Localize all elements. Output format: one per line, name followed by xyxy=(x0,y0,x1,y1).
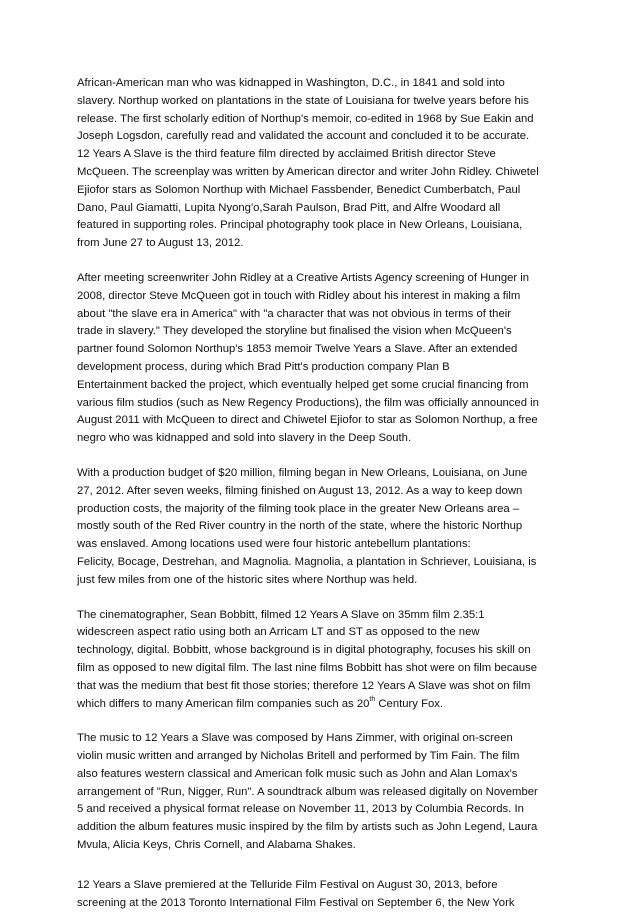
text-line: production costs, the majority of the filming took place in the greater New Orleans area – xyxy=(77,502,520,515)
text-line: 12 Years A Slave is the third feature film directed by acclaimed British director Steve xyxy=(77,148,496,161)
text-line: release. The first scholarly edition of Northup's memoir, co-edited in 1968 by Sue Eakin and xyxy=(77,112,534,125)
text-line: 2008, director Steve McQueen got in touch with Ridley about his interest in making a film xyxy=(77,289,521,302)
text-line: about "the slave era in America" with "a character that was not obvious in terms of their xyxy=(77,307,511,320)
text-line: technology, digital. Bobbitt, whose background is in digital photography, focuses his skill on xyxy=(77,644,531,657)
text-line: arrangement of "Run, Nigger, Run". A soundtrack album was released digitally on November xyxy=(77,785,538,798)
text-line: featured in supporting roles. Principal photography took place in New Orleans, Louisiana, xyxy=(77,219,523,232)
text-line: 12 Years a Slave premiered at the Telluride Film Festival on August 30, 2013, before xyxy=(77,878,498,891)
text-line: negro who was kidnapped and sold into slavery in the Deep South. xyxy=(77,432,412,445)
paragraph-cinematography xyxy=(77,607,562,714)
text-line: just few miles from one of the historic sites where Northup was held. xyxy=(77,573,418,586)
text-line: from June 27 to August 13, 2012. xyxy=(77,237,244,250)
text-line: African-American man who was kidnapped in Washington, D.C., in 1841 and sold into xyxy=(77,77,505,89)
text-line: screening at the 2013 Toronto International Film Festival on September 6, the New York xyxy=(77,896,515,909)
paragraph-development xyxy=(77,270,562,448)
text-line: Entertainment backed the project, which eventually helped get some crucial financing from xyxy=(77,378,529,391)
text-line: violin music written and arranged by Nicholas Britell and performed by Tim Fain. The film xyxy=(77,750,520,763)
text-line: The music to 12 Years a Slave was composed by Hans Zimmer, with original on-screen xyxy=(77,732,513,745)
text-line: partner found Solomon Northup's 1853 memoir Twelve Years a Slave. After an extended xyxy=(77,343,518,356)
text-line: 27, 2012. After seven weeks, filming finished on August 13, 2012. As a way to keep down xyxy=(77,484,523,497)
text-line: Mvula, Alicia Keys, Chris Cornell, and Alabama Shakes. xyxy=(77,839,356,852)
text-line xyxy=(77,696,562,714)
text-line: widescreen aspect ratio using both an Arricam LT and ST as opposed to the new xyxy=(77,626,480,639)
text-line: Felicity, Bocage, Destrehan, and Magnolia. Magnolia, a plantation in Schriever, Louisiana, is xyxy=(77,555,537,568)
document-body xyxy=(77,75,562,912)
text-line: mostly south of the Red River country in the north of the state, where the historic Northup xyxy=(77,520,523,533)
text-line: The cinematographer, Sean Bobbitt, filmed 12 Years A Slave on 35mm film 2.35:1 xyxy=(77,608,485,621)
text-line: With a production budget of $20 million, filming began in New Orleans, Louisiana, on June xyxy=(77,466,528,479)
text-line: various film studios (such as New Regency Productions), the film was officially announced in xyxy=(77,396,539,409)
text-line: development process, during which Brad Pitt's production company Plan B xyxy=(77,360,450,373)
text-line: Dano, Paul Giamatti, Lupita Nyong'o,Sarah Paulson, Brad Pitt, and Alfre Woodard all xyxy=(77,201,501,214)
text-line: McQueen. The screenplay was written by American director and writer John Ridley. Chiwetel xyxy=(77,165,539,178)
ordinal-superscript: th xyxy=(369,695,376,703)
text-line: Joseph Logsdon, carefully read and validated the account and concluded it to be accurate. xyxy=(77,130,530,143)
text-line: slavery. Northup worked on plantations in the state of Louisiana for twelve years before his xyxy=(77,94,529,107)
paragraph-release xyxy=(77,877,562,912)
text-line: that was the medium that best fit those stories; therefore 12 Years A Slave was shot on film xyxy=(77,679,531,692)
text-line: was enslaved. Among locations used were four historic antebellum plantations: xyxy=(77,538,471,551)
text-line: addition the album features music inspired by the film by artists such as John Legend, Laura xyxy=(77,821,538,834)
paragraph-music xyxy=(77,730,562,855)
text-line: also features western classical and American folk music such as John and Alan Lomax's xyxy=(77,767,518,780)
text-line: trade in slavery." They developed the storyline but finalised the vision when McQueen's xyxy=(77,325,512,338)
paragraph-production xyxy=(77,465,562,590)
paragraph-intro xyxy=(77,75,562,253)
text-line: 5 and received a physical format release on November 11, 2013 by Columbia Records. In xyxy=(77,803,524,816)
text-line: Ejiofor stars as Solomon Northup with Michael Fassbender, Benedict Cumberbatch, Paul xyxy=(77,183,521,196)
text-line: film as opposed to new digital film. The last nine films Bobbitt has shot were on film because xyxy=(77,661,538,674)
text-line: August 2011 with McQueen to direct and Chiwetel Ejiofor to star as Solomon Northup, a free xyxy=(77,414,538,427)
text-line: After meeting screenwriter John Ridley at a Creative Artists Agency screening of Hunger in xyxy=(77,271,530,284)
text-segment: which differs to many American film companies such as 20 xyxy=(77,697,370,710)
text-segment: Century Fox. xyxy=(375,697,444,710)
